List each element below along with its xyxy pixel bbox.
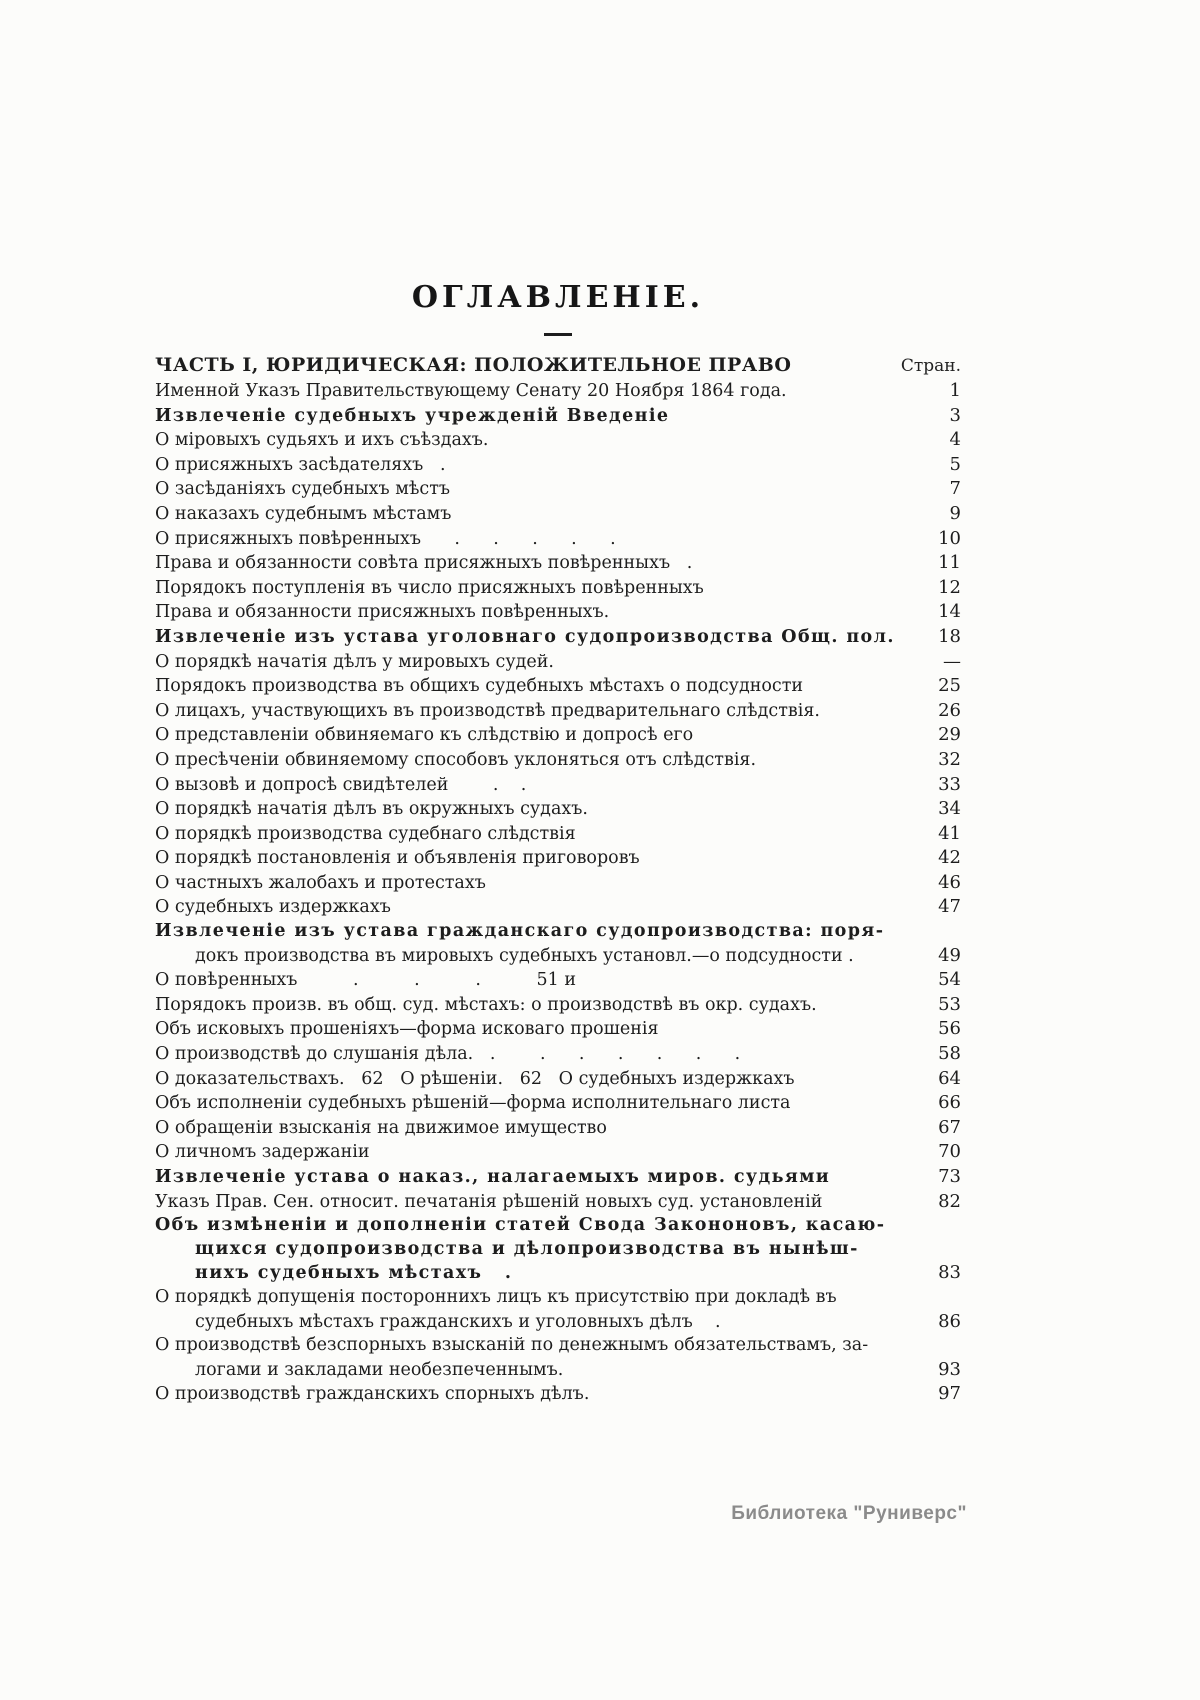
title-divider [544, 333, 572, 336]
toc-entry-title: О засѣданіяхъ судебныхъ мѣстъ [155, 479, 451, 500]
toc-entry-page: 82 [938, 1190, 961, 1212]
toc-entry [155, 379, 961, 404]
toc-entry [155, 1358, 961, 1383]
toc-entry [155, 600, 961, 625]
toc-entry-page: 70 [938, 1141, 961, 1163]
toc-entry-title: нихъ судебныхъ мѣстахъ . [195, 1263, 513, 1284]
toc-entry [155, 846, 961, 871]
toc-entry-title: О производствѣ до слушанія дѣла. . . . . . . . [155, 1044, 741, 1065]
toc-entry-page: 5 [949, 453, 961, 475]
toc-entry [155, 1116, 961, 1141]
toc-entry [155, 1334, 961, 1358]
toc-entry [155, 1067, 961, 1092]
toc-entry-title: Извлеченіе устава о наказ., налагаемыхъ миров. судьями [155, 1167, 831, 1187]
toc-entry-title: Порядокъ производства въ общихъ судебныхъ мѣстахъ о подсудности [155, 676, 804, 697]
toc-entry [155, 1214, 961, 1238]
toc-entry-page: 58 [938, 1043, 961, 1065]
toc-entry-page: 42 [938, 847, 961, 869]
toc-entry [155, 1238, 961, 1262]
toc-entry [155, 1165, 961, 1190]
toc-entry-title: Извлеченіе изъ устава гражданскаго судопроизводства: поря- [155, 921, 885, 942]
toc-entries [155, 379, 961, 1407]
toc-entry [155, 674, 961, 699]
toc-entry [155, 797, 961, 822]
toc-entry [155, 699, 961, 724]
pages-column-label: Стран. [900, 356, 961, 376]
toc-entry [155, 1310, 961, 1335]
toc-entry-page: 12 [938, 576, 961, 598]
toc-entry [155, 1190, 961, 1215]
toc-entry [155, 1286, 961, 1310]
toc-entry-page: 25 [938, 675, 961, 697]
toc-entry-page: 53 [938, 993, 961, 1015]
toc-entry-page: 29 [938, 724, 961, 746]
toc-entry [155, 650, 961, 675]
toc-entry-page: 1 [949, 380, 961, 401]
toc-entry-page: 33 [938, 773, 961, 795]
toc-entry-page: 46 [938, 871, 961, 893]
toc-entry-page: 4 [949, 429, 961, 451]
toc-entry-page: 97 [938, 1383, 961, 1405]
toc-entry-page: 32 [938, 748, 961, 770]
toc-entry-title: Извлеченіе судебныхъ учрежденій Введеніе [155, 405, 670, 426]
part-heading: ЧАСТЬ I, ЮРИДИЧЕСКАЯ: ПОЛОЖИТЕЛЬНОЕ ПРАВО [155, 354, 792, 376]
toc-entry-title: О лицахъ, участвующихъ въ производствѣ предварительнаго слѣдствія. [155, 700, 820, 721]
toc-entry-title: О вызовѣ и допросѣ свидѣтелей . . [155, 774, 527, 795]
toc-entry [155, 723, 961, 748]
toc-entry [155, 871, 961, 896]
toc-entry [155, 993, 961, 1018]
toc-entry [155, 1140, 961, 1165]
toc-entry [155, 625, 961, 650]
toc-entry-title: Порядокъ произв. въ общ. суд. мѣстахъ: о производствѣ въ окр. судахъ. [155, 994, 817, 1015]
toc-entry-title: докъ производства въ мировыхъ судебныхъ установл.—о подсудности . [195, 945, 854, 966]
toc-entry [155, 895, 961, 920]
toc-entry [155, 1091, 961, 1116]
toc-entry-title: О порядкѣ начатія дѣлъ у мировыхъ судей. [155, 651, 554, 672]
watermark: Библиотека "Руниверс" [731, 1503, 967, 1524]
toc-entry [155, 1382, 961, 1407]
toc-entry-page: 83 [938, 1262, 961, 1284]
toc-entry [155, 1042, 961, 1067]
toc-entry [155, 527, 961, 552]
toc-entry-page: 67 [938, 1116, 961, 1138]
table-of-contents [155, 354, 961, 1407]
toc-entry-title: О присяжныхъ засѣдателяхъ . [155, 454, 446, 475]
toc-entry-title: О частныхъ жалобахъ и протестахъ [155, 872, 486, 893]
toc-entry-page: 34 [938, 798, 961, 820]
toc-entry-title: О доказательствахъ. 62 О рѣшеніи. 62 О судебныхъ издержкахъ [155, 1068, 795, 1089]
toc-entry-page: 14 [938, 601, 961, 623]
toc-entry-title: О міровыхъ судьяхъ и ихъ съѣздахъ. [155, 430, 489, 451]
toc-entry-page: 3 [949, 404, 961, 426]
toc-entry [155, 404, 961, 429]
toc-entry-page: 26 [938, 699, 961, 721]
toc-entry [155, 551, 961, 576]
toc-entry [155, 748, 961, 773]
toc-entry-title: щихся судопроизводства и дѣлопроизводства въ нынѣш- [195, 1238, 859, 1259]
toc-entry-title: Права и обязанности присяжныхъ повѣренныхъ. [155, 602, 610, 623]
toc-entry-title: О судебныхъ издержкахъ [155, 897, 391, 918]
toc-entry-title: О представленіи обвиняемаго къ слѣдствію и допросѣ его [155, 725, 694, 746]
toc-entry-title: Объ измѣненіи и дополненіи статей Свода Закононовъ, касаю- [155, 1215, 886, 1236]
toc-entry-title: Порядокъ поступленія въ число присяжныхъ повѣренныхъ [155, 577, 704, 598]
page-title: ОГЛАВЛЕНІЕ. [411, 280, 705, 315]
toc-entry-page: 54 [938, 969, 961, 991]
toc-entry [155, 428, 961, 453]
toc-entry-title: О личномъ задержаніи [155, 1142, 370, 1163]
toc-entry-title: логами и закладами необезпеченнымъ. [195, 1359, 564, 1380]
toc-entry-page: 49 [938, 944, 961, 966]
toc-entry-title: О производствѣ гражданскихъ спорныхъ дѣлъ. [155, 1384, 590, 1405]
toc-entry-title: Именной Указъ Правительствующему Сенату 20 Ноября 1864 года. [155, 381, 787, 401]
toc-entry [155, 920, 961, 944]
toc-entry-page: 7 [949, 478, 961, 500]
toc-entry-page: 10 [938, 527, 961, 549]
toc-entry-page: 41 [938, 822, 961, 844]
toc-entry-page: 73 [938, 1166, 961, 1187]
toc-entry-title: Объ исковыхъ прошеніяхъ—форма исковаго прошенія [155, 1019, 659, 1040]
toc-entry-title: О порядкѣ начатія дѣлъ въ окружныхъ судахъ. [155, 799, 588, 820]
toc-entry [155, 502, 961, 527]
toc-entry-title: О порядкѣ допущенія постороннихъ лицъ къ присутствію при докладѣ въ [155, 1286, 837, 1307]
toc-entry-page: 93 [938, 1358, 961, 1380]
document-page [155, 280, 961, 1407]
toc-entry-title: Указъ Прав. Сен. относит. печатанія рѣшеній новыхъ суд. установленій [155, 1191, 823, 1212]
toc-entry-title: О повѣренныхъ . . . 51 и [155, 970, 577, 991]
toc-entry [155, 968, 961, 993]
toc-entry [155, 477, 961, 502]
toc-entry-title: Извлеченіе изъ устава уголовнаго судопроизводства Общ. пол. [155, 626, 895, 647]
toc-entry-page: 64 [938, 1067, 961, 1089]
toc-entry-title: О порядкѣ постановленія и объявленія приговоровъ [155, 848, 640, 869]
toc-header [155, 354, 961, 376]
toc-entry-title: Права и обязанности совѣта присяжныхъ повѣренныхъ . [155, 553, 693, 574]
toc-entry-page: 86 [938, 1310, 961, 1332]
toc-entry [155, 453, 961, 478]
toc-entry [155, 944, 961, 969]
toc-entry-title: О порядкѣ производства судебнаго слѣдствія [155, 823, 576, 844]
toc-entry-page: 18 [938, 625, 961, 647]
toc-entry-title: О обращеніи взысканія на движимое имущество [155, 1117, 607, 1138]
toc-entry-title: О присяжныхъ повѣренныхъ . . . . . [155, 528, 616, 549]
toc-entry [155, 822, 961, 847]
toc-entry-page: 66 [938, 1092, 961, 1114]
toc-entry-page: 56 [938, 1018, 961, 1040]
toc-entry-page: 9 [949, 502, 961, 524]
toc-entry-page: 47 [938, 896, 961, 918]
toc-entry-page: 11 [938, 552, 961, 574]
toc-entry-title: О наказахъ судебнымъ мѣстамъ [155, 503, 452, 524]
toc-entry-title: О производствѣ безспорныхъ взысканій по денежнымъ обязательствамъ, за- [155, 1335, 869, 1356]
toc-entry-title: О пресѣченіи обвиняемому способовъ уклоняться отъ слѣдствія. [155, 749, 757, 770]
toc-entry [155, 1261, 961, 1286]
toc-entry [155, 773, 961, 798]
toc-entry-title: Объ исполненіи судебныхъ рѣшеній—форма исполнительнаго листа [155, 1093, 791, 1114]
toc-entry [155, 576, 961, 601]
toc-entry [155, 1017, 961, 1042]
toc-entry-page: — [943, 650, 961, 672]
toc-entry-title: судебныхъ мѣстахъ гражданскихъ и уголовныхъ дѣлъ . [195, 1311, 721, 1332]
